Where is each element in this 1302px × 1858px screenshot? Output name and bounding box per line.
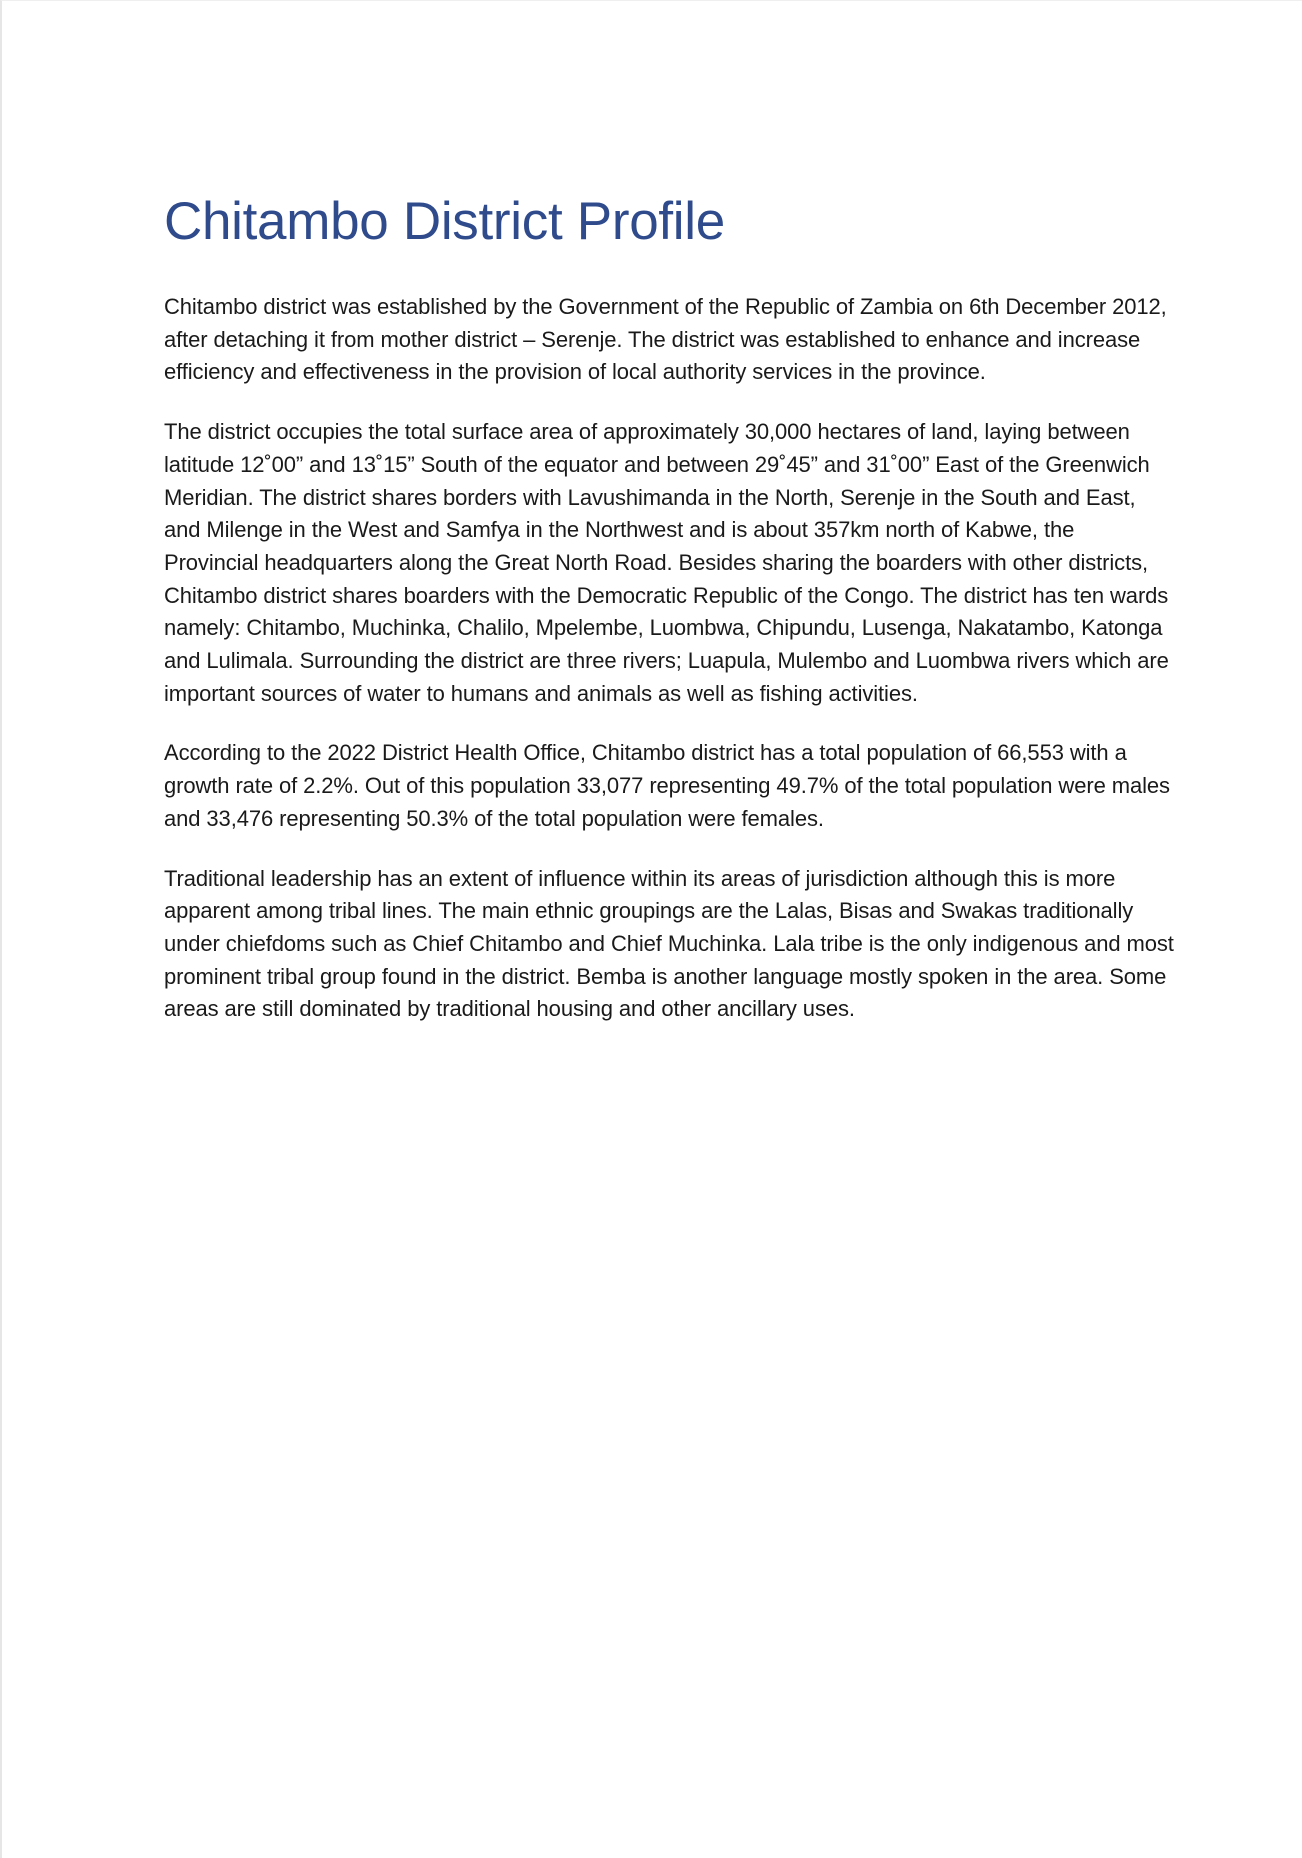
document-body — [164, 187, 1174, 1053]
paragraph-geography: The district occupies the total surface area of approximately 30,000 hectares of land, laying between latitude 12˚00” and 13˚15” South of the equator and between 29˚45” and 31˚00” East of the Greenwich Meridian. The district shares borders with Lavushimanda in the North, Serenje in the South and East, and Milenge in the West and Samfya in the Northwest and is about 357km north of Kabwe, the Provincial headquarters along the Great North Road. Besides sharing the boarders with other districts, Chitambo district shares boarders with the Democratic Republic of the Congo. The district has ten wards namely: Chitambo, Muchinka, Chalilo, Mpelembe, Luombwa, Chipundu, Lusenga, Nakatambo, Katonga and Lulimala. Surrounding the district are three rivers; Luapula, Mulembo and Luombwa rivers which are important sources of water to humans and animals as well as fishing activities. — [164, 419, 1169, 706]
paragraph-establishment: Chitambo district was established by the Government of the Republic of Zambia on 6th December 2012, after detaching it from mother district – Serenje. The district was established to enhance and increase efficiency and effectiveness in the provision of local authority services in the province. — [164, 294, 1167, 385]
paragraph-traditional-leadership: Traditional leadership has an extent of influence within its areas of jurisdiction although this is more apparent among tribal lines. The main ethnic groupings are the Lalas, Bisas and Swakas traditionally under chiefdoms such as Chief Chitambo and Chief Muchinka. Lala tribe is the only indigenous and most prominent tribal group found in the district. Bemba is another language mostly spoken in the area. Some areas are still dominated by traditional housing and other ancillary uses. — [164, 865, 1174, 1022]
page-title: Chitambo District Profile — [164, 192, 725, 251]
paragraph-population: According to the 2022 District Health Office, Chitambo district has a total population of 66,553 with a growth rate of 2.2%. Out of this population 33,077 representing 49.7% of the total population were males and 33,476 representing 50.3% of the total population were females. — [164, 740, 1170, 831]
